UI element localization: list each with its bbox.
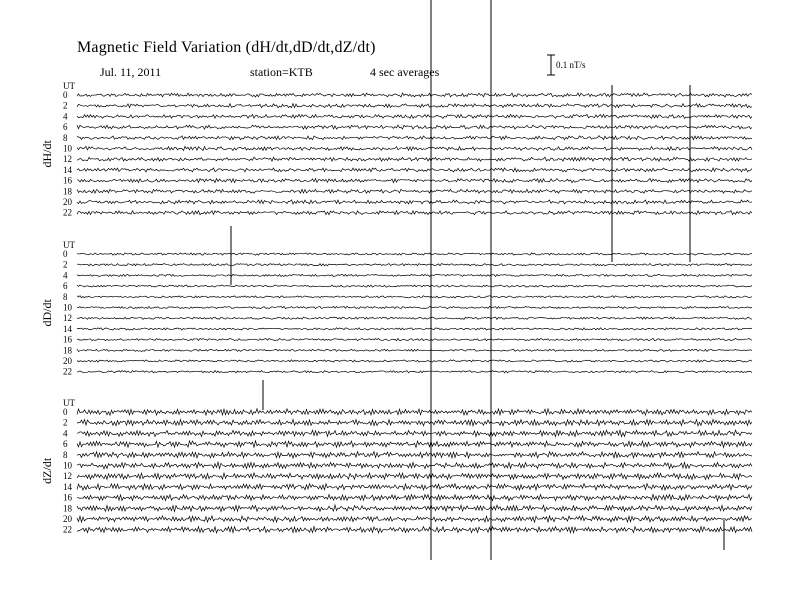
trace-line — [77, 211, 752, 215]
trace-line — [77, 114, 752, 118]
hour-tick-label: 0 — [63, 90, 68, 100]
trace-line — [77, 157, 752, 161]
ut-label: UT — [63, 398, 75, 408]
hour-tick-label: 10 — [63, 302, 72, 313]
trace-line — [77, 146, 752, 150]
panel-dD-dt — [40, 240, 752, 377]
trace-line — [77, 125, 752, 129]
axis-label: dH/dt — [40, 140, 54, 168]
trace-line — [77, 516, 752, 522]
trace-line — [77, 360, 752, 362]
hour-tick-label: 20 — [63, 356, 72, 366]
trace-line — [77, 328, 752, 330]
trace-line — [77, 189, 752, 193]
hour-tick-label: 6 — [63, 122, 68, 133]
hour-tick-label: 14 — [63, 323, 72, 334]
date-label: Jul. 11, 2011 — [100, 65, 162, 79]
axis-label: dZ/dt — [40, 457, 54, 484]
hour-tick-label: 12 — [63, 471, 72, 482]
hour-tick-label: 6 — [63, 281, 68, 292]
trace-line — [77, 419, 752, 425]
trace-line — [77, 484, 752, 490]
hour-tick-label: 18 — [63, 345, 72, 356]
trace-line — [77, 93, 752, 97]
hour-tick-label: 8 — [63, 449, 68, 460]
hour-tick-label: 8 — [63, 132, 68, 143]
trace-line — [77, 179, 752, 183]
scale-bar-icon — [547, 55, 555, 75]
hour-tick-label: 22 — [63, 207, 72, 218]
trace-line — [77, 338, 752, 340]
hour-tick-label: 0 — [63, 249, 68, 259]
trace-line — [77, 104, 752, 108]
hour-tick-label: 10 — [63, 143, 72, 154]
trace-line — [77, 136, 752, 140]
hour-tick-label: 22 — [63, 366, 72, 377]
trace-line — [77, 494, 752, 500]
hour-tick-label: 6 — [63, 439, 68, 450]
trace-line — [77, 296, 752, 298]
hour-tick-label: 4 — [63, 270, 68, 281]
trace-line — [77, 473, 752, 479]
hour-tick-label: 8 — [63, 291, 68, 302]
trace-line — [77, 527, 752, 533]
hour-tick-label: 14 — [63, 481, 72, 492]
averaging-label: 4 sec averages — [370, 65, 440, 79]
hour-tick-label: 4 — [63, 111, 68, 122]
ut-label: UT — [63, 81, 75, 91]
trace-line — [77, 409, 752, 415]
hour-tick-label: 12 — [63, 313, 72, 324]
trace-line — [77, 285, 752, 287]
hour-tick-label: 0 — [63, 407, 68, 417]
trace-line — [77, 274, 752, 276]
trace-line — [77, 430, 752, 437]
hour-tick-label: 20 — [63, 514, 72, 524]
hour-tick-label: 18 — [63, 186, 72, 197]
hour-tick-label: 4 — [63, 428, 68, 439]
trace-line — [77, 452, 752, 459]
trace-line — [77, 441, 752, 448]
trace-line — [77, 200, 752, 204]
trace-line — [77, 253, 752, 255]
chart-title: Magnetic Field Variation (dH/dt,dD/dt,dZ/dt) — [77, 39, 376, 56]
hour-tick-label: 18 — [63, 503, 72, 514]
trace-line — [77, 168, 752, 172]
hour-tick-label: 20 — [63, 197, 72, 207]
scale-bar-label: 0.1 nT/s — [556, 60, 586, 70]
hour-tick-label: 10 — [63, 460, 72, 471]
trace-line — [77, 349, 752, 351]
hour-tick-label: 22 — [63, 524, 72, 535]
hour-tick-label: 12 — [63, 154, 72, 165]
ut-label: UT — [63, 240, 75, 250]
panel-dH-dt — [40, 81, 752, 218]
axis-label: dD/dt — [40, 299, 54, 327]
trace-line — [77, 317, 752, 319]
hour-tick-label: 2 — [63, 417, 68, 428]
trace-line — [77, 371, 752, 373]
hour-tick-label: 16 — [63, 175, 72, 186]
hour-tick-label: 14 — [63, 164, 72, 175]
hour-tick-label: 2 — [63, 259, 68, 270]
trace-line — [77, 306, 752, 308]
trace-line — [77, 264, 752, 266]
trace-line — [77, 505, 752, 512]
hour-tick-label: 2 — [63, 100, 68, 111]
trace-line — [77, 462, 752, 468]
panel-dZ-dt — [40, 398, 752, 535]
hour-tick-label: 16 — [63, 334, 72, 345]
station-label: station=KTB — [250, 65, 313, 79]
hour-tick-label: 16 — [63, 492, 72, 503]
